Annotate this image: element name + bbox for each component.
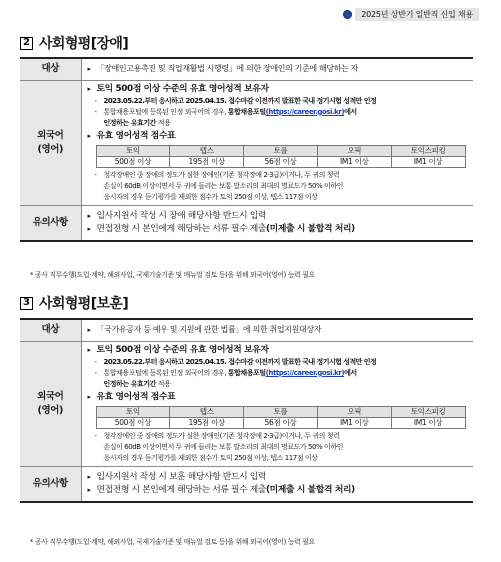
notes-item-1: ▸ 입사지원서 작성 시 장애 해당사항 반드시 입력 xyxy=(87,210,266,221)
score-value-cell: 500점 이상 xyxy=(96,156,170,167)
row-target xyxy=(20,319,473,341)
hearing-impaired-note: - 청각장애인 중 장애의 정도가 심한 장애인(기존 청각장애 2·3급)이거나, 두 귀의 청력 손실이 60dB 이상이면서 두 귀에 들리는 보통 말소리의 최대의 명료도가 50% 이하인 응시자의 경우 듣기평가를 제외한 점수가 토익 250점 이상, 텝스 117점 이상 xyxy=(94,431,343,462)
target-item: ▸ 「국가유공자 등 예우 및 지원에 관한 법률」에 의한 취업지원대상자 xyxy=(87,325,322,335)
document-header-tag xyxy=(343,8,479,21)
triangle-bullet-icon: ▸ xyxy=(87,326,91,335)
row-notes xyxy=(20,466,473,502)
row-target xyxy=(20,58,473,80)
validity-period-note: - 2023.05.22.부터 응시하고 2025.04.15. 접수마감 이전까지 발표한 국내 정기시험 성적만 인정 xyxy=(94,357,377,366)
score-table xyxy=(96,145,466,168)
score-value-cell: IM1 이상 xyxy=(317,417,391,428)
portal-link[interactable]: (https://career.gosi.kr) xyxy=(265,368,345,377)
label-target: 대상 xyxy=(20,319,81,341)
triangle-bullet-icon: ▸ xyxy=(87,131,91,140)
score-value-cell: 500점 이상 xyxy=(96,417,170,428)
score-header-cell: 토익 xyxy=(96,406,170,417)
triangle-bullet-icon: ▸ xyxy=(87,472,91,481)
notes-item-2: ▸ 면접전형 시 본인에게 해당하는 서류 필수 제출(미제출 시 불합격 처리) xyxy=(87,484,355,495)
header-label: 2025년 상반기 일반직 신입 채용 xyxy=(355,8,479,21)
score-header-cell: 텝스 xyxy=(170,406,244,417)
section-table-disability xyxy=(20,57,473,242)
label-language: 외국어 (영어) xyxy=(20,341,81,466)
triangle-bullet-icon: ▸ xyxy=(87,65,91,74)
score-value-cell: 56점 이상 xyxy=(244,417,318,428)
row-notes xyxy=(20,205,473,241)
circle-bullet-icon xyxy=(343,10,352,19)
label-language: 외국어 (영어) xyxy=(20,80,81,205)
score-value-cell: IM1 이상 xyxy=(391,156,465,167)
validity-period-note: - 2023.05.22.부터 응시하고 2025.04.15. 접수마감 이전까지 발표한 국내 정기시험 성적만 인정 xyxy=(94,96,377,105)
row-language xyxy=(20,341,473,466)
section-number-box: 2 xyxy=(20,37,33,50)
score-value-cell: IM1 이상 xyxy=(391,417,465,428)
score-table xyxy=(96,406,466,429)
triangle-bullet-icon: ▸ xyxy=(87,84,91,93)
notes-item-1: ▸ 입사지원서 작성 시 보훈 해당사항 반드시 입력 xyxy=(87,471,266,482)
section-title-veterans xyxy=(20,293,128,313)
score-header-cell: 토익 xyxy=(96,145,170,156)
triangle-bullet-icon: ▸ xyxy=(87,392,91,401)
footnote: * 공사 직무수행(도입·계약, 해외사업, 국제기술기준 및 매뉴얼 검토 등)을 위해 외국어(영어) 능력 필요 xyxy=(30,271,315,279)
section-title-disability xyxy=(20,33,128,53)
section-table-veterans xyxy=(20,318,473,503)
score-header-cell: 오픽 xyxy=(317,406,391,417)
section-title-text: 사회형평[장애] xyxy=(39,36,129,52)
score-table-title: ▸ 유효 영어성적 점수표 xyxy=(87,130,176,141)
portal-link[interactable]: (https://career.gosi.kr) xyxy=(265,107,345,116)
triangle-bullet-icon: ▸ xyxy=(87,485,91,494)
score-header-cell: 텝스 xyxy=(170,145,244,156)
label-target: 대상 xyxy=(20,58,81,80)
row-language xyxy=(20,80,473,205)
score-value-cell: 56점 이상 xyxy=(244,156,318,167)
portal-note: - 통합채용포털에 등록된 인정 외국어의 경우, 통합채용포털(https://career.gosi.kr)에서 인정하는 유효기간 적용 xyxy=(94,368,357,388)
score-header-cell: 토플 xyxy=(244,406,318,417)
score-header-cell: 토익스피킹 xyxy=(391,145,465,156)
portal-note: - 통합채용포털에 등록된 인정 외국어의 경우, 통합채용포털(https://career.gosi.kr)에서 인정하는 유효기간 적용 xyxy=(94,107,357,127)
target-item: ▸ 「장애인고용촉진 및 직업재활법 시행령」에 의한 장애인의 기준에 해당하는 자 xyxy=(87,64,359,74)
language-requirement: ▸ 토익 500점 이상 수준의 유효 영어성적 보유자 xyxy=(87,83,269,94)
label-notes: 유의사항 xyxy=(20,466,81,502)
language-requirement: ▸ 토익 500점 이상 수준의 유효 영어성적 보유자 xyxy=(87,344,269,355)
section-title-text: 사회형평[보훈] xyxy=(39,296,129,312)
label-notes: 유의사항 xyxy=(20,205,81,241)
triangle-bullet-icon: ▸ xyxy=(87,345,91,354)
triangle-bullet-icon: ▸ xyxy=(87,224,91,233)
score-value-cell: IM1 이상 xyxy=(317,156,391,167)
score-table-title: ▸ 유효 영어성적 점수표 xyxy=(87,391,176,402)
notes-item-2: ▸ 면접전형 시 본인에게 해당하는 서류 필수 제출(미제출 시 불합격 처리) xyxy=(87,223,355,234)
score-header-cell: 오픽 xyxy=(317,145,391,156)
section-number-box: 3 xyxy=(20,297,33,310)
score-value-cell: 195점 이상 xyxy=(170,417,244,428)
footnote: * 공사 직무수행(도입·계약, 해외사업, 국제기술기준 및 매뉴얼 검토 등)을 위해 외국어(영어) 능력 필요 xyxy=(30,538,315,546)
triangle-bullet-icon: ▸ xyxy=(87,211,91,220)
score-header-cell: 토플 xyxy=(244,145,318,156)
score-value-cell: 195점 이상 xyxy=(170,156,244,167)
hearing-impaired-note: - 청각장애인 중 장애의 정도가 심한 장애인(기존 청각장애 2·3급)이거나, 두 귀의 청력 손실이 60dB 이상이면서 두 귀에 들리는 보통 말소리의 최대의 명료도가 50% 이하인 응시자의 경우 듣기평가를 제외한 점수가 토익 250점 이상, 텝스 117점 이상 xyxy=(94,170,343,201)
score-header-cell: 토익스피킹 xyxy=(391,406,465,417)
